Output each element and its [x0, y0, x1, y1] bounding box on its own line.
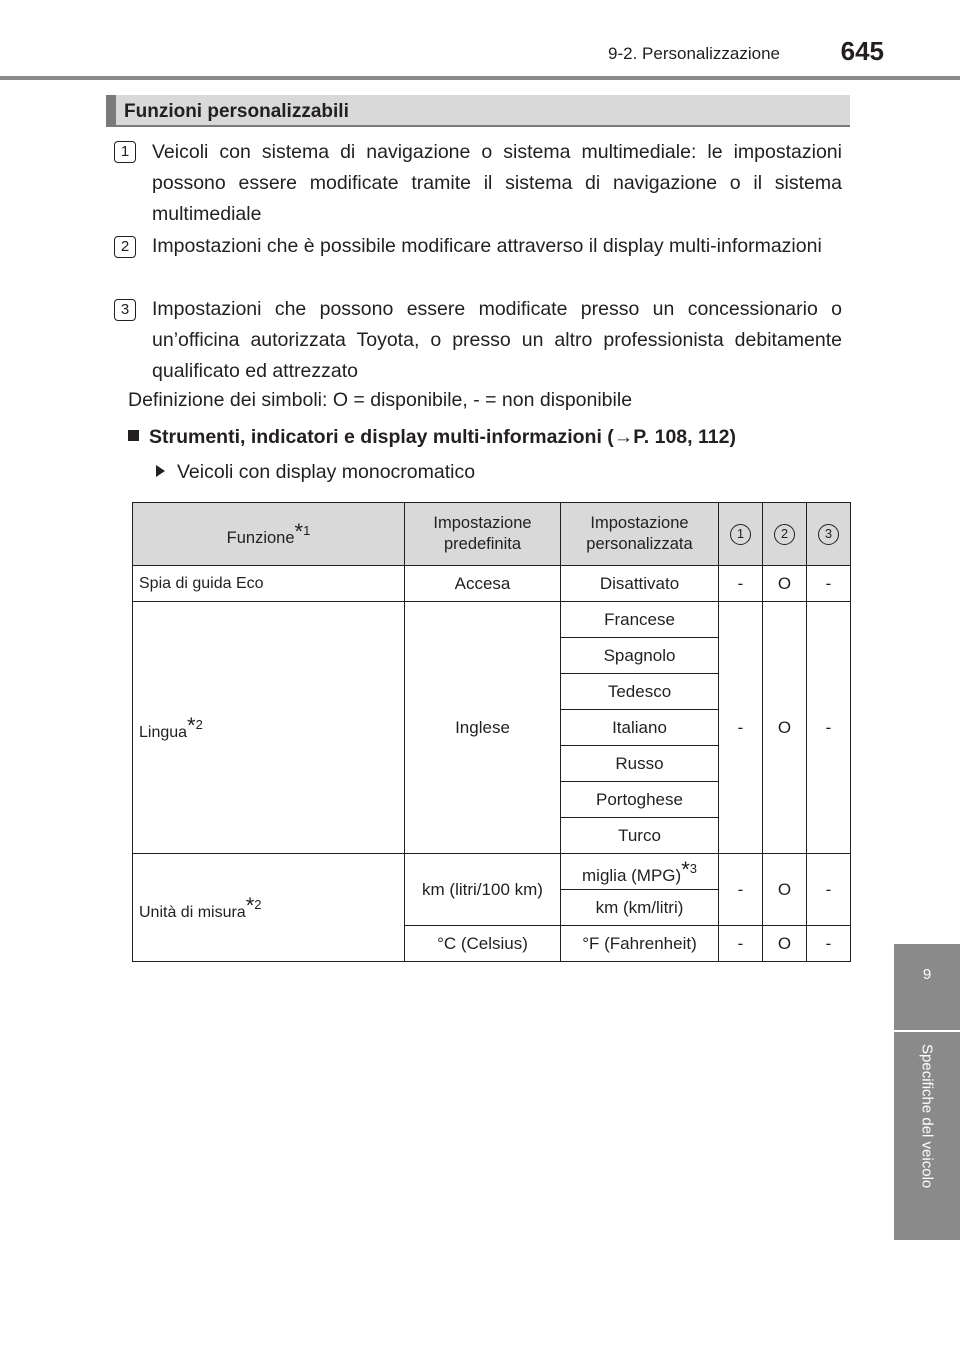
asterisk-icon: * [187, 713, 196, 738]
table-row [133, 566, 851, 602]
eco-function: Spia di guida Eco [133, 566, 405, 602]
language-option: Spagnolo [561, 638, 719, 674]
chapter-title: Specifiche del veicolo [918, 1044, 936, 1189]
language-option: Russo [561, 746, 719, 782]
units-function: Unità di misura*$^2$ [133, 854, 405, 962]
header-default: Impostazione predefinita [405, 503, 561, 566]
eco-default: Accesa [405, 566, 561, 602]
asterisk-icon: * [294, 518, 304, 544]
legend-number-1: 1 [114, 141, 136, 163]
eco-c3: - [807, 566, 851, 602]
page-number: 645 [840, 36, 884, 66]
table-row [133, 602, 851, 638]
eco-c1: - [719, 566, 763, 602]
language-c1: - [719, 602, 763, 854]
units-temp-c3: - [807, 926, 851, 962]
units-temp-custom: °F (Fahrenheit) [561, 926, 719, 962]
language-option: Tedesco [561, 674, 719, 710]
sub-subheading [156, 461, 475, 484]
language-c2: O [763, 602, 807, 854]
language-option: Francese [561, 602, 719, 638]
units-temp-c1: - [719, 926, 763, 962]
table-header-row [133, 503, 851, 566]
section-heading [106, 95, 850, 127]
units-distance-c1: - [719, 854, 763, 926]
units-distance-c3: - [807, 854, 851, 926]
section-title: Funzioni personalizzabili [124, 101, 349, 122]
sub-subheading-text: Veicoli con display monocromatico [177, 461, 476, 483]
units-temp-default: °C (Celsius) [405, 926, 561, 962]
subheading-text: Strumenti, indicatori e display multi-informazioni (→P. 108, 112) [149, 426, 736, 448]
header-col-3 [807, 503, 851, 566]
chapter-number: 9 [922, 966, 932, 983]
circled-1-icon: 1 [730, 524, 751, 545]
legend-number-3: 3 [114, 299, 136, 321]
legend-text-1: Veicoli con sistema di navigazione o sistema multimediale: le impostazioni possono essere modificate tramite il sistema di navigazione o il sistema multimediale [152, 141, 842, 225]
language-default: Inglese [405, 602, 561, 854]
subheading [128, 426, 736, 449]
header-function: Funzione*$^1$ [133, 503, 405, 566]
language-option: Turco [561, 818, 719, 854]
units-distance-c2: O [763, 854, 807, 926]
legend-text-2: Impostazioni che è possibile modificare attraverso il display multi-informazioni [152, 235, 822, 257]
chapter-side-tab [894, 944, 960, 1240]
triangle-bullet-icon [156, 465, 165, 477]
legend-text-3: Impostazioni che possono essere modificate presso un concessionario o un’officina autorizzata Toyota, o presso un altro professionista debitamente qualificato ed attrezzato [152, 298, 842, 382]
header-custom: Impostazione personalizzata [561, 503, 719, 566]
tab-divider [894, 1030, 960, 1032]
language-option: Portoghese [561, 782, 719, 818]
square-bullet-icon [128, 430, 139, 441]
section-label: 9-2. Personalizzazione [608, 44, 780, 63]
asterisk-icon: * [245, 893, 255, 918]
language-c3: - [807, 602, 851, 854]
header-col-2 [763, 503, 807, 566]
header-col-1 [719, 503, 763, 566]
circled-3-icon: 3 [818, 524, 839, 545]
header-rule [0, 76, 960, 80]
eco-c2: O [763, 566, 807, 602]
settings-table [132, 502, 851, 962]
symbol-definition: Definizione dei simboli: O = disponibile, - = non disponibile [128, 389, 633, 411]
legend-number-2: 2 [114, 236, 136, 258]
circled-2-icon: 2 [774, 524, 795, 545]
units-temp-c2: O [763, 926, 807, 962]
page-header [0, 0, 960, 80]
table-row [133, 854, 851, 890]
language-function: Lingua*$^2$ [133, 602, 405, 854]
units-distance-option: km (km/litri) [561, 890, 719, 926]
units-distance-default: km (litri/100 km) [405, 854, 561, 926]
asterisk-icon: * [681, 857, 690, 882]
units-distance-option: miglia (MPG)*$^3$ [561, 854, 719, 890]
language-option: Italiano [561, 710, 719, 746]
eco-custom: Disattivato [561, 566, 719, 602]
